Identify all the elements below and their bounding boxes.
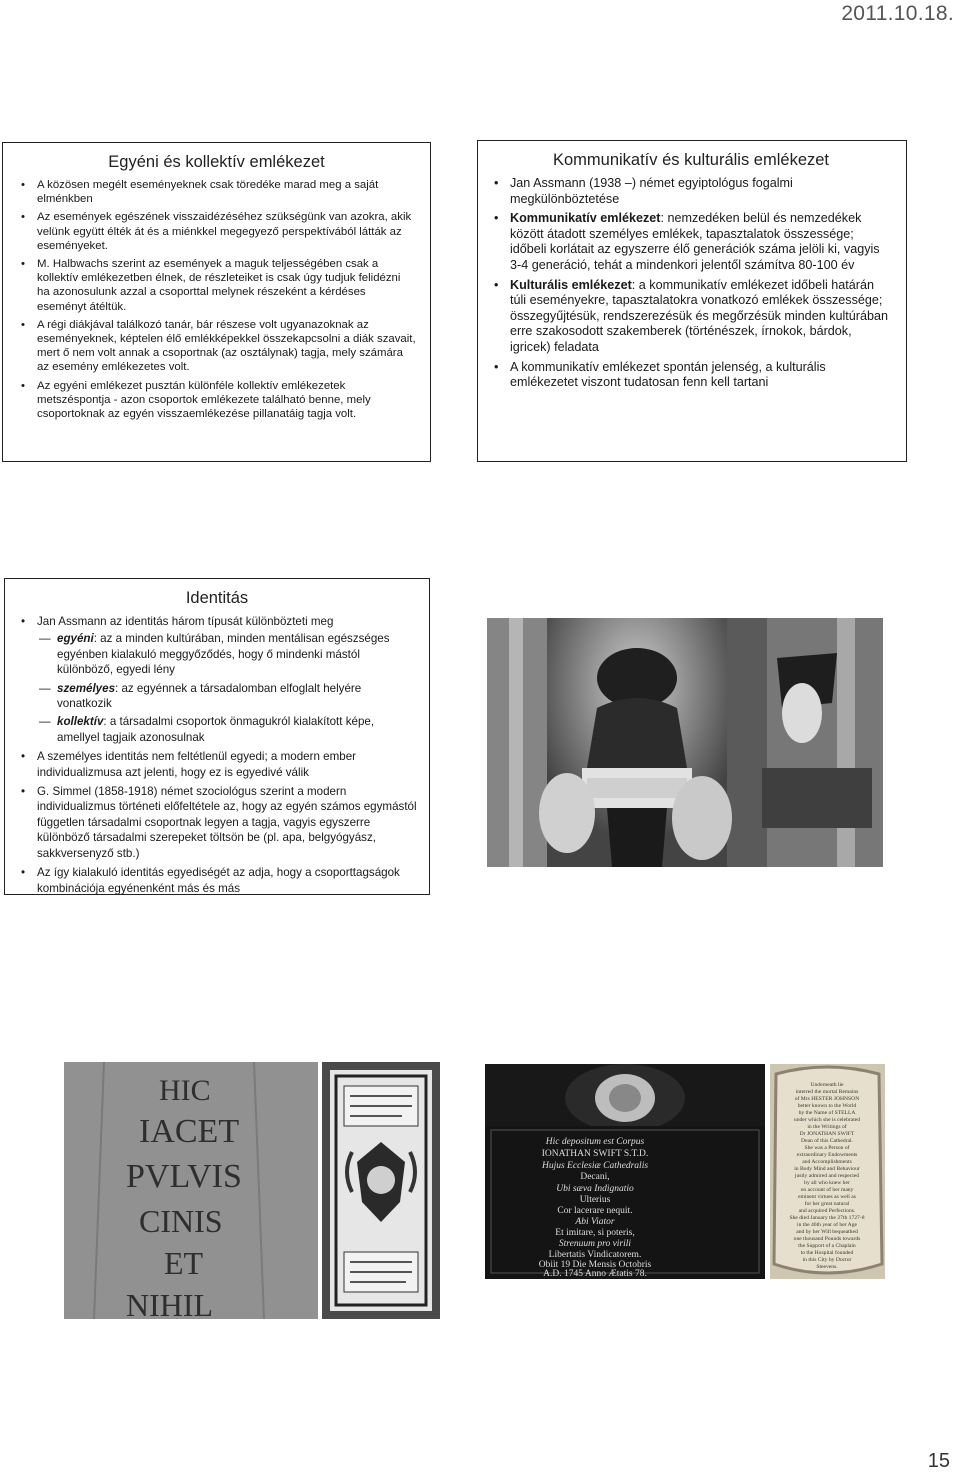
plaque-line: in Body Mind and Behaviour	[794, 1166, 860, 1172]
epitaph-line: Strenuum pro virili	[558, 1239, 632, 1249]
bullet-item: • Jan Assmann (1938 –) német egyiptológus fogalmi megkülönböztetése	[490, 176, 892, 207]
slide-communicative-cultural-memory	[477, 140, 907, 462]
sub-text: : az egyénnek a társadalomban elfoglalt helyére vonatkozik	[57, 681, 362, 711]
term-individual: egyéni	[57, 632, 94, 646]
slab-text: HIC	[159, 1074, 211, 1107]
dash-marker: —	[39, 715, 51, 729]
plaque-line: under which she is celebrated	[793, 1117, 861, 1123]
term-communicative: Kommunikatív emlékezet	[510, 211, 661, 226]
plaque-line: eminent virtues as well as	[798, 1194, 856, 1200]
dash-marker: —	[39, 632, 51, 646]
tomb-sculpture-image	[487, 618, 883, 867]
slide-title: Kommunikatív és kulturális emlékezet	[552, 151, 830, 169]
plaque-line: justly admired and respected	[794, 1173, 860, 1179]
plaque-line: better known to the World	[797, 1103, 857, 1109]
plaque-line: to the Hospital founded	[800, 1250, 854, 1256]
bullet-item: • A kommunikatív emlékezet spontán jelenség, a kulturális emlékezetet viszont tudatosan fenn kell tartani	[490, 360, 892, 391]
stone-slab-photo	[64, 1062, 318, 1319]
sub-item	[37, 681, 417, 712]
bullet-text: : nemzedéken belül és nemzedékek között átadott személyes emlékek, tapasztalatok összessége; időbeli korlátait az egyszerre élő generációk száma jelöli ki, vagyis 3-4 generáció, tehát a mindenkori jelentől számítva 80-100 év	[510, 211, 880, 272]
dash-marker: —	[39, 681, 51, 695]
header-date: 2011.10.18.	[841, 2, 954, 25]
stella-plaque-photo	[770, 1064, 885, 1279]
epitaph-line: Decani,	[580, 1172, 610, 1182]
epitaph-line: IONATHAN SWIFT S.T.D.	[541, 1149, 649, 1159]
bullet-list	[490, 176, 892, 391]
plaque-line: the Support of a Chaplain	[798, 1243, 856, 1249]
bullet-item: • Az események egészének visszaidézéséhez szükségünk van azokra, akik velünk együtt élték át és a miénkkel megegyező perspektívából látták az eseményeket.	[17, 210, 416, 253]
bullet-item: • G. Simmel (1858-1918) német szociológus szerint a modern individualizmus történeti előfeltétele az, hogy az egyén számos egymástól független társadalmi csoportnak legyen a tagja, vagyis egyszerre különböző társadalmi szerepeket töltsön be (pl. apa, belgyógyász, sakkversenyző stb.)	[17, 784, 417, 861]
epitaph-line: Ubi sæva Indignatio	[556, 1184, 634, 1194]
plaque-line: and acquired Perfections.	[798, 1208, 856, 1214]
slab-text: NIHIL	[126, 1287, 214, 1319]
page-number: 15	[927, 1450, 950, 1472]
sub-text: : a társadalmi csoportok önmagukról kialakított képe, amellyel tagjaik azonosulnak	[57, 715, 375, 744]
bullet-item: • A személyes identitás nem feltétlenül egyedi; a modern ember individualizmusa azt jelenti, hogy ez is egyedivé válik	[17, 749, 417, 780]
plaque-line: interred the mortal Remains	[795, 1089, 859, 1095]
plaque-line: Dean of this Cathedral.	[801, 1138, 853, 1144]
slide-individual-collective-memory	[2, 142, 431, 462]
plaque-line: by the Name of STELLA	[798, 1110, 856, 1116]
slab-text: CINIS	[139, 1203, 223, 1239]
plaque-line: She died January the 27th 1727-8	[789, 1215, 865, 1221]
slab-text: IACET	[139, 1113, 240, 1150]
slide-identity	[4, 578, 430, 895]
bullet-item: • Az így kialakuló identitás egyediségét az adja, hogy a csoporttagságok kombinációja egyénenként más és más	[17, 865, 417, 896]
plaque-line: Steevens.	[816, 1264, 838, 1270]
bullet-list	[17, 614, 417, 896]
epitaph-line: Ulterius	[579, 1195, 611, 1205]
bullet-item: • Az egyéni emlékezet pusztán különféle kollektív emlékezetek metszéspontja - azon csoportok emlékezete található benne, mely csoportoknak az egyén visszaemlékezése pillanatáig tagja volt.	[17, 379, 416, 422]
tomb-sculpture-photo	[487, 618, 883, 867]
plaque-line: on account of her many	[800, 1187, 854, 1193]
slide-title: Identitás	[185, 589, 249, 607]
plaque-line: of Mrs HESTER JOHNSON	[794, 1096, 860, 1102]
plaque-line: and Accomplishments	[802, 1159, 852, 1165]
sub-item	[37, 714, 417, 745]
epitaph-line: Abi Viator	[575, 1217, 615, 1227]
slide-title: Egyéni és kollektív emlékezet	[108, 153, 325, 171]
epitaph-line: Cor lacerare nequit.	[557, 1206, 633, 1216]
inlaid-slab-image	[322, 1062, 440, 1319]
epitaph-line: A.D. 1745 Anno Ætatis 78.	[543, 1269, 647, 1279]
plaque-line: She was a Person of	[804, 1145, 850, 1151]
swift-epitaph-image	[485, 1064, 765, 1279]
plaque-line: in the Writings of	[807, 1124, 847, 1130]
bullet-item: • M. Halbwachs szerint az események a maguk teljességében csak a kollektív emlékezetben élnek, de részleteiket is csak úgy tudjuk felidézni ha azonosulunk azzal a csoporttal melynek részeként a kérdéses eseményt átéltük.	[17, 257, 416, 314]
swift-epitaph-photo	[485, 1064, 765, 1279]
plaque-line: and by her Will bequeathed	[796, 1229, 858, 1235]
epitaph-line: Hic depositum est Corpus	[545, 1137, 645, 1147]
bullet-item	[17, 614, 417, 745]
plaque-line: by all who knew her	[804, 1180, 850, 1186]
plaque-line: Underneath lie	[810, 1082, 844, 1088]
bullet-item	[490, 211, 892, 273]
term-collective: kollektív	[57, 715, 104, 729]
plaque-line: extraordinary Endowments	[796, 1152, 858, 1158]
epitaph-line: Hujus Ecclesiæ Cathedralis	[541, 1161, 649, 1171]
term-personal: személyes	[57, 681, 116, 695]
epitaph-line: Et imitare, si poteris,	[555, 1228, 635, 1238]
stone-slab-image	[64, 1062, 318, 1319]
plaque-line: in the 46th year of her Age	[797, 1222, 857, 1228]
bullet-text: : a kommunikatív emlékezet időbeli határán túli eseményekre, tapasztalatokra vonatkozó emlékek összessége; összegyűjtésük, rendszerezésük és megőrzésük minden kultúrában erre szakosodott szakemberek (történészek, írnokok, bárdok, igricek) feladata	[510, 277, 889, 354]
sub-item	[37, 631, 417, 677]
bullet-list	[17, 178, 416, 421]
epitaph-line: Obiit 19 Die Mensis Octobris	[538, 1260, 652, 1270]
slab-text: PVLVIS	[126, 1158, 242, 1195]
plaque-line: one thousand Pounds towards	[793, 1236, 861, 1242]
bullet-text: Jan Assmann az identitás három típusát különbözteti meg	[37, 615, 334, 628]
plaque-line: for her great natural	[804, 1201, 850, 1207]
stella-plaque-image	[770, 1064, 885, 1279]
bullet-item: • A régi diákjával találkozó tanár, bár részese volt ugyanazoknak az eseményeknek, képtelen élő emlékképekkel összekapcsolni a diák szavait, mert ő nem volt annak a csoportnak (az osztálynak) tagja, mely számára az esemény emlékezetes volt.	[17, 318, 416, 375]
epitaph-line: Libertatis Vindicatorem.	[548, 1250, 642, 1260]
plaque-line: in this City by Doctor	[802, 1257, 852, 1263]
inlaid-tomb-slab-photo	[322, 1062, 440, 1319]
term-cultural: Kulturális emlékezet	[510, 277, 632, 292]
sub-list	[37, 631, 417, 745]
bullet-item: • A közösen megélt eseményeknek csak töredéke marad meg a saját elménkben	[17, 178, 416, 206]
sub-text: : az a minden kultúrában, minden mentálisan egészséges egyénben kialakuló meggyőződés, hogy ő mindenki mástól különböző, egyedi lény	[57, 632, 390, 677]
slab-text: ET	[164, 1245, 204, 1281]
bullet-item	[490, 278, 892, 356]
plaque-line: Dr JONATHAN SWIFT	[799, 1131, 855, 1137]
